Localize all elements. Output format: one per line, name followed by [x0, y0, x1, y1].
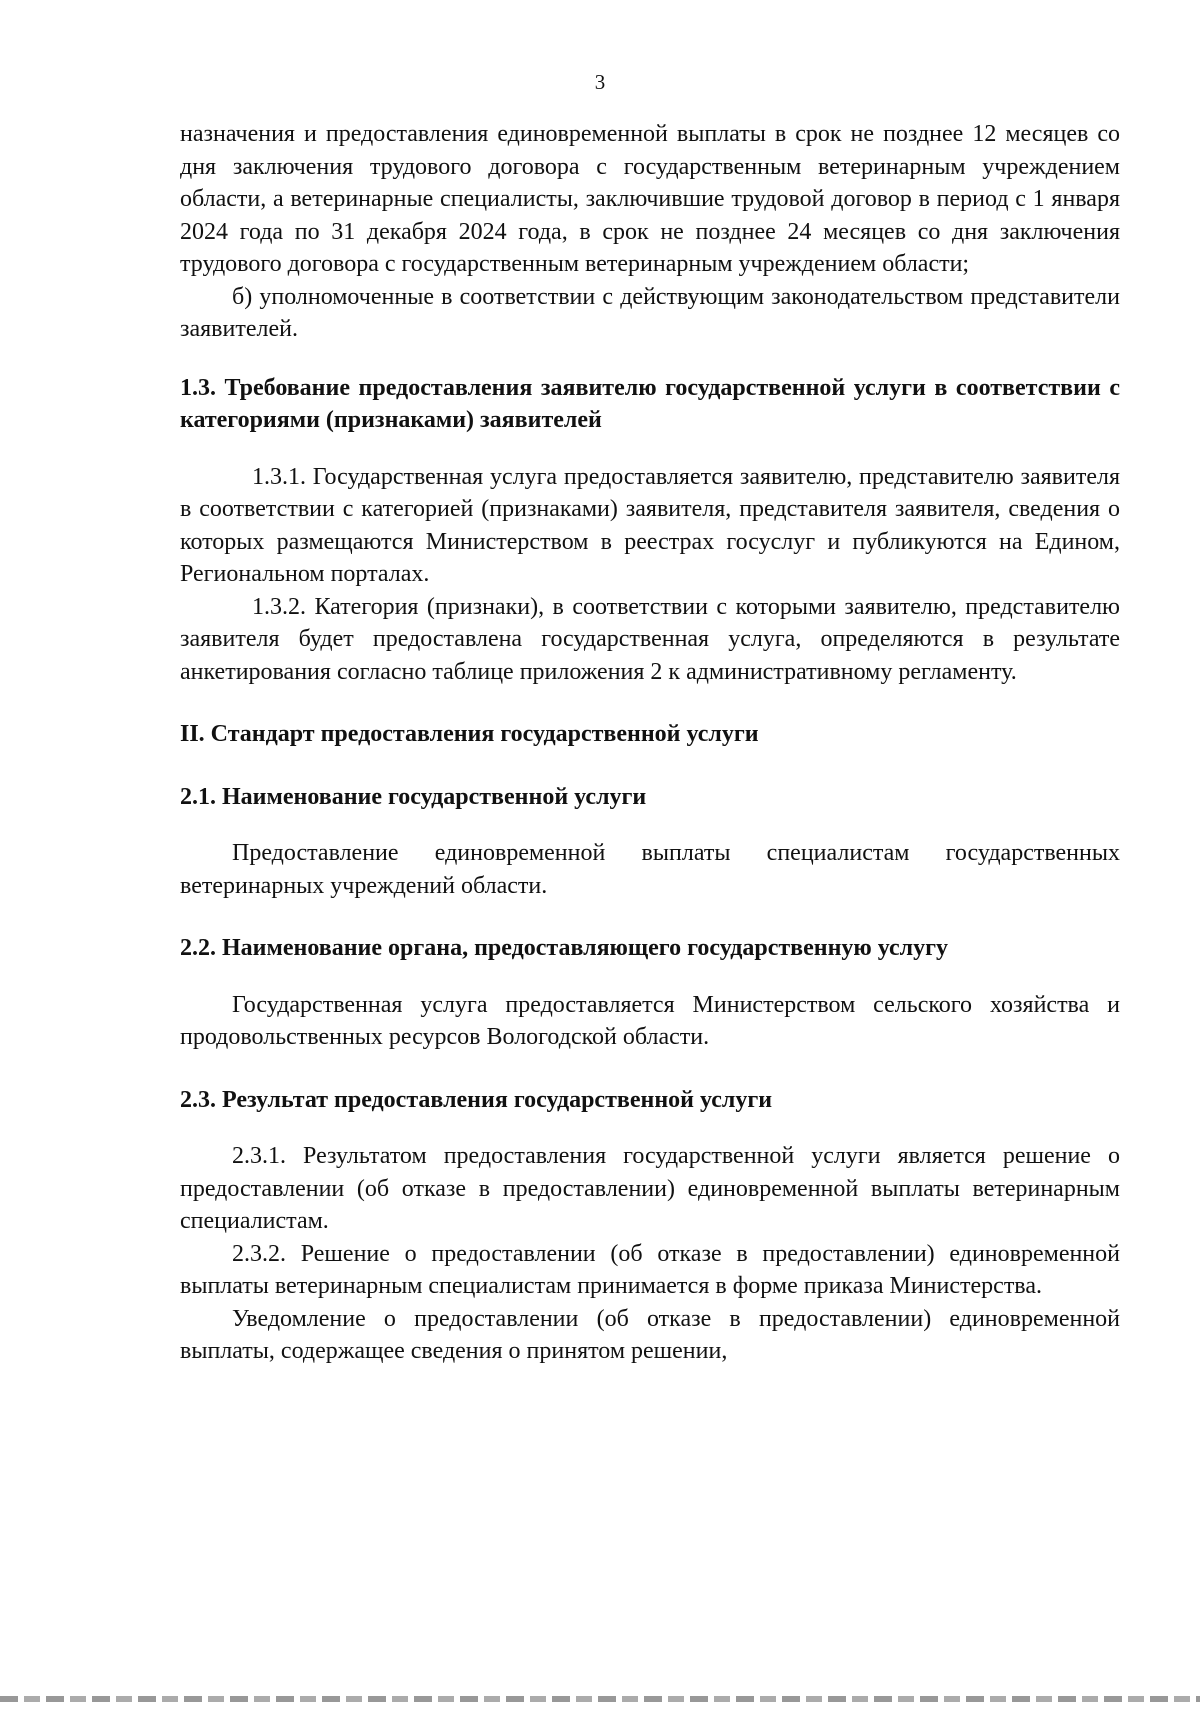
paragraph-2-3-2: 2.3.2. Решение о предоставлении (об отказе в предоставлении) единовременной выплаты ветеринарным специалистам принимается в форме приказа Министерства. — [180, 1240, 1120, 1299]
heading-section-2: II. Стандарт предоставления государственной услуги — [180, 721, 759, 747]
paragraph-1-3-2: 1.3.2. Категория (признаки), в соответствии с которыми заявителю, представителю заявителя будет предоставлена государственная услуга, определяются в результате анкетирования согласно таблице приложения 2 к административному регламенту. — [180, 593, 1120, 685]
paragraph-continuation: назначения и предоставления единовременной выплаты в срок не позднее 12 месяцев со дня заключения трудового договора с государственным ветеринарным учреждением области, а ветеринарные специалисты, заключившие трудовой договор в период с 1 января 2024 года по 31 декабря 2024 года, в срок не позднее 24 месяцев со дня заключения трудового договора с государственным ветеринарным учреждением области; — [180, 121, 1120, 277]
paragraph-2-2: Государственная услуга предоставляется Министерством сельского хозяйства и продовольственных ресурсов Вологодской области. — [180, 991, 1120, 1050]
paragraph-2-1: Предоставление единовременной выплаты специалистам государственных ветеринарных учреждений области. — [180, 840, 1120, 899]
paragraph-notification: Уведомление о предоставлении (об отказе в предоставлении) единовременной выплаты, содержащее сведения о принятом решении, — [180, 1305, 1120, 1364]
page-number: 3 — [594, 70, 606, 94]
heading-2-3: 2.3. Результат предоставления государственной услуги — [180, 1086, 773, 1113]
heading-1-3: 1.3. Требование предоставления заявителю государственной услуги в соответствии с категориями (признаками) заявителей — [180, 374, 1120, 433]
paragraph-2-3-1: 2.3.1. Результатом предоставления государственной услуги является решение о предоставлении (об отказе в предоставлении) единовременной выплаты ветеринарным специалистам. — [180, 1143, 1120, 1234]
heading-2-2: 2.2. Наименование органа, предоставляющего государственную услугу — [180, 935, 949, 961]
heading-2-1: 2.1. Наименование государственной услуги — [180, 783, 647, 810]
paragraph-representatives: б) уполномоченные в соответствии с действующим законодательством представители заявителей. — [180, 283, 1120, 342]
document-body — [180, 118, 1120, 1368]
paragraph-1-3-1: 1.3.1. Государственная услуга предоставляется заявителю, представителю заявителя в соответствии с категорией (признаками) заявителя, представителя заявителя, сведения о которых размещаются Министерством в реестрах госуслуг и публикуются на Едином, Региональном порталах. — [180, 463, 1120, 587]
scan-edge-artifact — [0, 1696, 1200, 1702]
